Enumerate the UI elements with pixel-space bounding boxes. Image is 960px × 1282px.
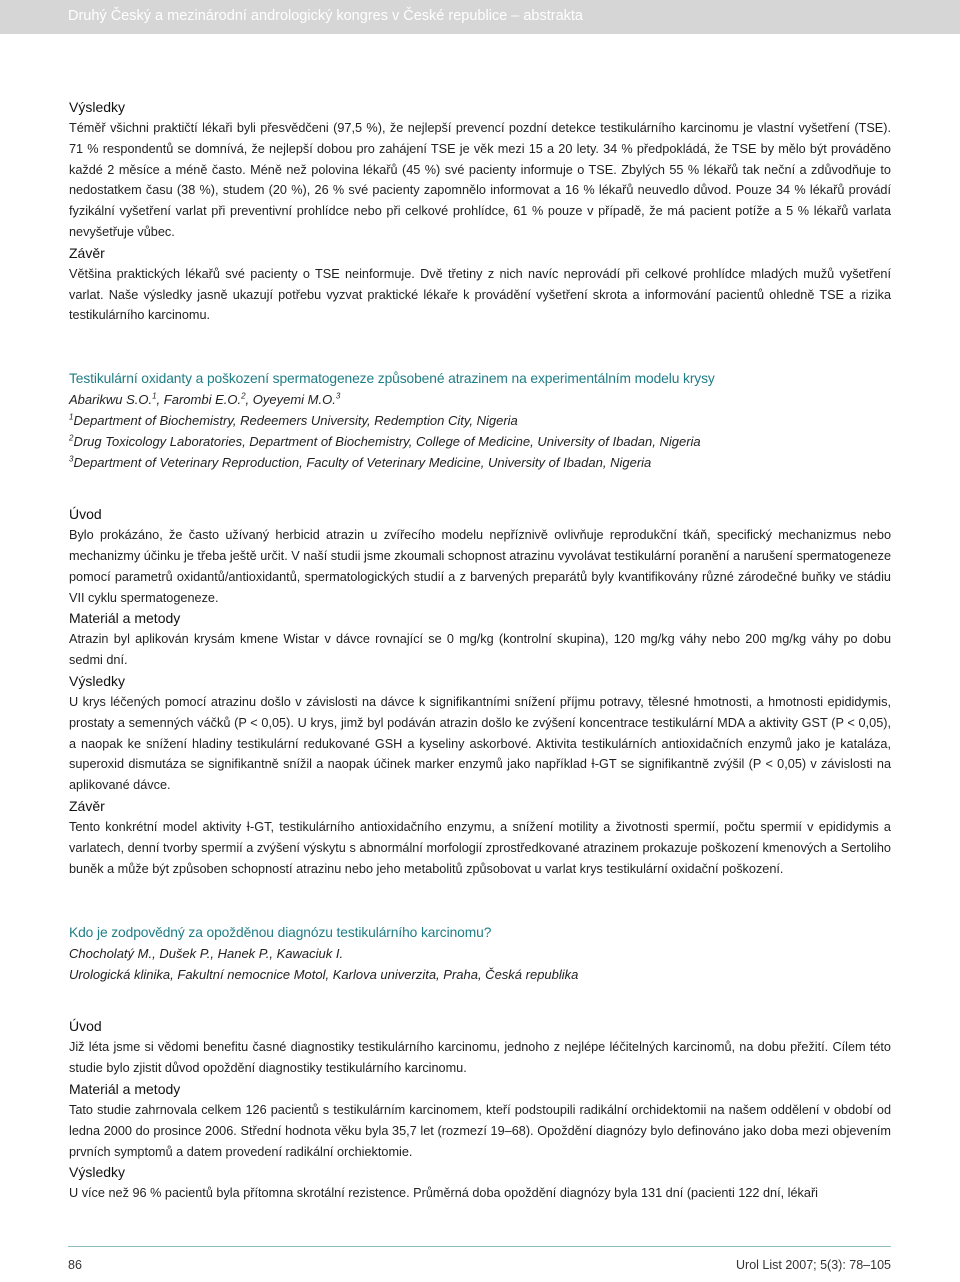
affiliation-text: Drug Toxicology Laboratories, Department of Biochemistry, College of Medicine, University of Ibadan, Nigeria (73, 434, 701, 450)
spacer (69, 326, 891, 368)
section-heading-results: Výsledky (69, 99, 126, 115)
section-text-conclusion: Tento konkrétní model aktivity Ɨ-GT, testikulárního antioxidačního enzymu, a snížení motility a životnosti spermií, počtu spermií v epididymis a varlatech, denní tvorby spermií a zvýšení výskytu s abnormální morfologií zprostředkované atrazinem prokazuje poškození kmenových a Sertoliho buněk a může být způsoben schopností atrazinu nebo jeho metabolitů způsobovat u varlat krys testikulární oxidační poškození. (69, 819, 891, 876)
section-heading-intro: Úvod (69, 506, 102, 523)
page-header (0, 0, 960, 34)
page-content (69, 97, 891, 1204)
section-heading-results: Výsledky (69, 1164, 126, 1181)
article-title: Kdo je zodpovědný za opožděnou diagnózu testikulárního karcinomu? (69, 925, 492, 941)
affiliation-text: Department of Biochemistry, Redeemers University, Redemption City, Nigeria (73, 413, 518, 429)
section-text-conclusion: Většina praktických lékařů své pacienty o TSE neinformuje. Dvě třetiny z nich navíc neprovádí při celkové prohlídce mladých mužů vyšetření varlat. Naše výsledky jasně ukazují potřebu vyzvat praktické lékaře k provádění vyšetření skrota a informování pacientů ohledně TSE a rizika testikulárního karcinomu. (69, 266, 891, 323)
author-list (69, 389, 891, 410)
affiliation-text: Department of Veterinary Reproduction, Faculty of Veterinary Medicine, University of Ibadan, Nigeria (73, 455, 652, 471)
author: Farombi E.O. (163, 392, 242, 408)
affiliation: Urologická klinika, Fakultní nemocnice Motol, Karlova univerzita, Praha, Česká republika (69, 967, 579, 983)
affiliation-mark: 1 (69, 412, 74, 422)
page-number: 86 (68, 1258, 82, 1272)
spacer (69, 985, 891, 1016)
footer-divider (68, 1246, 891, 1247)
section-text-results: Téměř všichni praktičtí lékaři byli přesvědčeni (97,5 %), že nejlepší prevencí pozdní detekce testikulárního karcinomu je vlastní vyšetření (TSE). 71 % respondentů se domnívá, že nejlepší dobou pro zahájení TSE je věk mezi 15 a 20 lety. 34 % předpokládá, že TSE by mělo být prováděno každé 2 měsíce a méně často. Méně než polovina lékařů (45 %) své pacienty informuje o TSE. Zbylých 55 % lékařů tak neční a zdůvodňuje to nedostatkem času (38 %), studem (20 %), 26 % své pacienty zapomnělo informovat a 16 % lékařů neuvedlo důvod. Pouze 34 % lékařů provádí fyzikální vyšetření varlat při preventivní prohlídce nebo při celkové prohlídce, 61 % pouze v případě, že má pacient potíže a 5 % lékařů varlata nevyšetřuje vůbec. (69, 121, 891, 239)
author: Abarikwu S.O. (69, 392, 153, 408)
spacer (69, 879, 891, 922)
author-affiliation-mark: 2 (241, 391, 246, 401)
journal-citation: Urol List 2007; 5(3): 78–105 (736, 1258, 891, 1272)
affiliation (69, 410, 891, 431)
affiliation (69, 452, 891, 473)
section-text-intro: Již léta jsme si vědomi benefitu časné diagnostiky testikulárního karcinomu, jednoho z nejlépe léčitelných karcinomů, na dobu přežití. Cílem této studie bylo zjistit důvod opoždění diagnostiky testikulárního karcinomu. (69, 1040, 891, 1076)
section-heading-methods: Materiál a metody (69, 610, 181, 627)
author-separator: , (156, 392, 164, 408)
section-heading-methods: Materiál a metody (69, 1080, 181, 1097)
section-text-results: U více než 96 % pacientů byla přítomna skrotální rezistence. Průměrná doba opoždění diagnózy byla 131 dní (pacienti 122 dní, lékaři (69, 1186, 819, 1201)
section-text-methods: Tato studie zahrnovala celkem 126 pacientů s testikulárním karcinomem, kteří podstoupili radikální orchidektomii na našem oddělení v období od ledna 2000 do prosince 2006. Střední hodnota věku byla 35,7 let (rozmezí 19–68). Opoždění diagnózy bylo definováno jako doba mezi objevením prvních symptomů a datem provedení radikální orchiektomie. (69, 1102, 891, 1159)
section-text-results: U krys léčených pomocí atrazinu došlo v závislosti na dávce k signifikantními snížení příjmu potravy, tělesné hmotnosti, a hmotnosti epididymis, prostaty a semenných váčků (P < 0,05). U krys, jimž byl podáván atrazin došlo ke zvýšení koncentrace testikulární MDA a aktivity GST (P < 0,05), a naopak ke snížení hladiny testikulární redukované GSH a kyseliny askorbové. Aktivita testikulárních antioxidačních enzymů jako je kataláza, superoxid dismutáza se signifikantně snížil a naopak účinek marker enzymů jako například Ɨ-GT se signifikantně zvýšil (P < 0,05) v závislosti na aplikované dávce. (69, 694, 891, 793)
section-text-intro: Bylo prokázáno, že často užívaný herbicid atrazin u zvířecího modelu nepříznivě ovlivňuje reprodukční tkáň, specifický mechanizmus nebo mechanizmy účinku je třeba ještě určit. V naší studii jsme zkoumali schopnost atrazinu vyvolávat testikulární poranění a narušení spermatogeneze pomocí parametrů oxidantů/antioxidantů, spermatologických studií a z barvených preparátů byly kvantifikovány různé zárodečné buňky ve stádiu VII cyklu spermatogeneze. (69, 528, 891, 605)
spacer (69, 473, 891, 504)
section-heading-conclusion: Závěr (69, 244, 105, 261)
running-title: Druhý Český a mezinárodní andrologický kongres v České republice – abstrakta (68, 8, 583, 24)
author-affiliation-mark: 1 (152, 391, 157, 401)
article-title: Testikulární oxidanty a poškození spermatogeneze způsobené atrazinem na experimentálním modelu krysy (69, 371, 715, 387)
affiliation-mark: 3 (69, 454, 74, 464)
author: Oyeyemi M.O. (252, 392, 336, 408)
affiliation (69, 431, 891, 452)
section-heading-intro: Úvod (69, 1018, 102, 1035)
affiliation-mark: 2 (69, 433, 74, 443)
author-list: Chocholatý M., Dušek P., Hanek P., Kawaciuk I. (69, 946, 344, 962)
section-heading-results: Výsledky (69, 672, 126, 689)
author-separator: , (245, 392, 253, 408)
author-affiliation-mark: 3 (335, 391, 341, 401)
section-text-methods: Atrazin byl aplikován krysám kmene Wistar v dávce rovnající se 0 mg/kg (kontrolní skupina), 120 mg/kg váhy nebo 200 mg/kg váhy po dobu sedmi dní. (69, 632, 891, 668)
section-heading-conclusion: Závěr (69, 797, 105, 814)
